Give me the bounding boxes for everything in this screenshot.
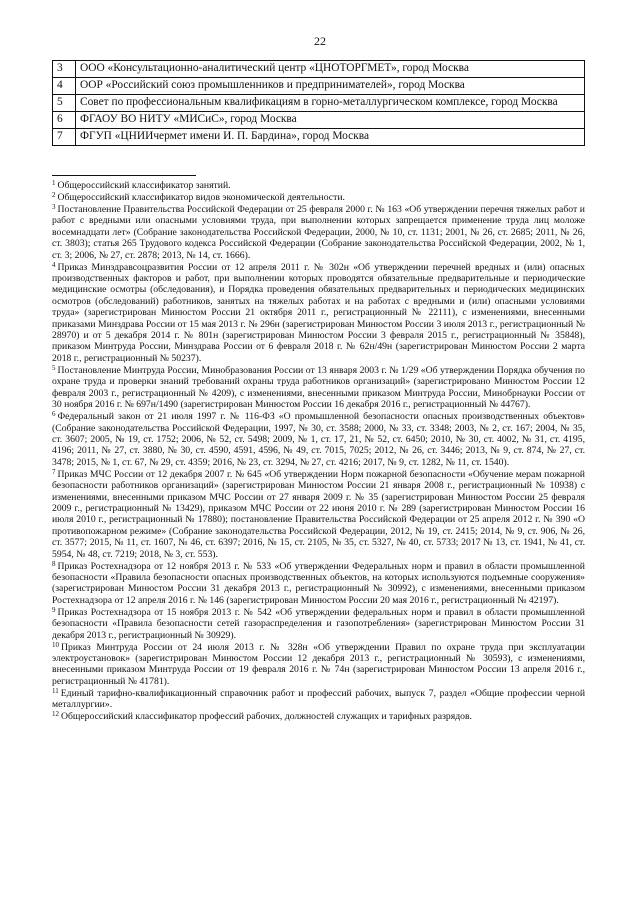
footnotes — [52, 180, 585, 723]
footnote-text: Общероссийский классификатор занятий. — [57, 180, 231, 191]
footnote — [52, 607, 585, 641]
footnote-mark: 1 — [52, 179, 56, 187]
row-number: 5 — [53, 95, 76, 112]
footnote-text: Единый тарифно-квалификационный справочник работ и профессий рабочих, выпуск 7, раздел «Общие профессии черной металлургии». — [52, 687, 585, 711]
footnote-text: Приказ Ростехнадзора от 12 ноября 2013 г. № 533 «Об утверждении Федеральных норм и правил в области промышленной безопасности «Правила безопасности опасных производственных объектов, на которых используются подъемные сооружения» (зарегистрирован Минюстом России 31 декабря 2013 г., регистрационный № 30992), с изменениями, внесенными приказом Ростехнадзора от 12 апреля 2016 г. № 146 (зарегистрирован Минюстом России 20 мая 2016 г., регистрационный № 42197). — [52, 560, 585, 606]
footnote — [52, 365, 585, 411]
table-row — [53, 129, 585, 146]
organization-name: Совет по профессиональным квалификациям в горно-металлургическом комплексе, город Москва — [76, 95, 585, 112]
footnote — [52, 204, 585, 261]
footnote-text: Приказ Минтруда России от 24 июля 2013 г. № 328н «Об утверждении Правил по охране труда при эксплуатации электроустановок» (зарегистрирован Минюстом России 12 декабря 2013 г., регистрационный № 30593), с изменениями, внесенными приказом Минтруда России от 19 февраля 2016 г. № 74н (зарегистрирован Минюстом России 13 апреля 2016 г., регистрационный № 41781). — [52, 641, 585, 687]
footnote — [52, 711, 585, 722]
footnote-text: Общероссийский классификатор профессий рабочих, должностей служащих и тарифных разрядов. — [61, 711, 472, 723]
footnote-text: Приказ МЧС России от 12 декабря 2007 г. № 645 «Об утверждении Норм пожарной безопасности «Обучение мерам пожарной безопасности работников организаций» (зарегистрирован Минюстом России 21 января 2008 г., регистрационный № 10938) с изменениями, внесенными приказом МЧС России от 27 января 2009 г. № 35 (зарегистрирован Минюстом России 25 февраля 2009 г., регистрационный № 13429), приказом МЧС России от 22 июня 2010 г. № 289 (зарегистрирован Минюстом России 16 июля 2010 г., регистрационный № 17880); постановление Правительства Российской Федерации от 25 апреля 2012 г. № 390 «О противопожарном режиме» (Собрание законодательства Российской Федерации, 2012, № 19, ст. 2415; 2014, № 9, ст. 906, № 26, ст. 3577; 2015, № 11, ст. 1607, № 46, ст. 6397; 2016, № 15, ст. 2105, № 35, ст. 5327, № 40, ст. 5733; 2017 № 13, ст. 1941, № 41, ст. 5954, № 48, ст. 7219; 2018, № 3, ст. 553). — [52, 468, 585, 560]
table-row — [53, 95, 585, 112]
footnote-mark: 10 — [52, 640, 59, 649]
footnote — [52, 180, 585, 191]
footnote-mark: 4 — [52, 260, 56, 269]
organization-name: ООО «Консультационно-аналитический центр «ЦНОТОРГМЕТ», город Москва — [76, 61, 585, 78]
table-row — [53, 78, 585, 95]
footnote — [52, 411, 585, 468]
footnote-text: Приказ Минздравсоцразвития России от 12 апреля 2011 г. № 302н «Об утверждении перечней вредных и (или) опасных производственных факторов и работ, при выполнении которых проводятся обязательные предварительные и периодические медицинские осмотры (обследования), и Порядка проведения обязательных предварительных и периодических медицинских осмотров (обследований) работников, занятых на тяжелых работах и на работах с вредными и (или) опасными условиями труда» (зарегистрирован Минюстом России 21 октября 2011 г., регистрационный № 22111), с изменениями, внесенными приказами Минздрава России от 15 мая 2013 г. № 296н (зарегистрирован Минюстом России 3 июля 2013 г., регистрационный № 28970) и от 5 декабря 2014 г. № 801н (зарегистрирован Минюстом России 3 февраля 2015 г., регистрационный № 35848), приказом Минтруда России, Минздрава России от 6 февраля 2018 г. № 62н/49н (зарегистрирован Минюстом России 2 марта 2018 г., регистрационный № 50237). — [52, 261, 585, 364]
organization-name: ФГАОУ ВО НИТУ «МИСиС», город Москва — [76, 112, 585, 129]
footnote-mark: 3 — [52, 203, 56, 211]
footnote-text: Постановление Правительства Российской Федерации от 25 февраля 2000 г. № 163 «Об утверждении перечня тяжелых работ и работ с вредными или опасными условиями труда, при выполнении которых запрещается применение труда лиц моложе восемнадцати лет» (Собрание законодательства Российской Федерации, 2000, № 10, ст. 1131; 2001, № 26, ст. 2685; 2011, № 26, ст. 3803); статья 265 Трудового кодекса Российской Федерации (Собрание законодательства Российской Федерации, 2002, № 1, ст. 3; 2006, № 27, ст. 2878; 2013, № 14, ст. 1666). — [52, 204, 585, 261]
row-number: 3 — [53, 61, 76, 78]
footnote-mark: 11 — [52, 686, 59, 695]
organizations-table — [52, 60, 585, 146]
footnote-mark: 2 — [52, 191, 56, 199]
footnote-text: Приказ Ростехнадзора от 15 ноября 2013 г. № 542 «Об утверждении федеральных норм и правил в области промышленной безопасности «Правила безопасности сетей газораспределения и газопотребления» (зарегистрирован Минюстом России 31 декабря 2013 г., регистрационный № 30929). — [52, 606, 585, 641]
footnote-separator — [52, 175, 196, 176]
footnote-text: Федеральный закон от 21 июля 1997 г. № 116-ФЗ «О промышленной безопасности опасных производственных объектов» (Собрание законодательства Российской Федерации, 1997, № 30, ст. 3588; 2000, № 33, ст. 3348; 2003, № 2, ст. 167; 2004, № 35, ст. 3607; 2005, № 19, ст. 1752; 2006, № 52, ст. 5498; 2009, № 1, ст. 17, 21, № 52, ст. 6450; 2010, № 30, ст. 4002, № 31, ст. 4195, 4196; 2011, № 27, ст. 3880, № 30, ст. 4590, 4591, 4596, № 49, ст. 7015, 7025; 2012, № 26, ст. 3446; 2013, № 9, ст. 874, № 27, ст. 3478; 2015, № 1, ст. 67, № 29, ст. 4359; 2016, № 23, ст. 3294, № 27, ст. 4216; 2017, № 9, ст. 1282, № 11, ст. 1540). — [52, 411, 585, 468]
footnote-mark: 7 — [52, 467, 56, 476]
footnote-mark: 8 — [52, 559, 56, 568]
organization-name: ООР «Российский союз промышленников и предпринимателей», город Москва — [76, 78, 585, 95]
table-row — [53, 61, 585, 78]
table-row — [53, 112, 585, 129]
footnote-mark: 6 — [52, 410, 56, 419]
footnote — [52, 262, 585, 365]
row-number: 4 — [53, 78, 76, 95]
footnote — [52, 469, 585, 560]
row-number: 7 — [53, 129, 76, 146]
footnote — [52, 642, 585, 688]
organization-name: ФГУП «ЦНИИчермет имени И. П. Бардина», город Москва — [76, 129, 585, 146]
footnote-text: Общероссийский классификатор видов экономической деятельности. — [57, 192, 345, 203]
footnote-mark: 5 — [52, 363, 56, 372]
footnote — [52, 688, 585, 711]
footnote-mark: 12 — [52, 710, 59, 719]
footnote — [52, 561, 585, 607]
page-number: 22 — [314, 34, 326, 48]
footnote-mark: 9 — [52, 605, 56, 614]
row-number: 6 — [53, 112, 76, 129]
footnote — [52, 192, 585, 203]
footnote-text: Постановление Минтруда России, Минобразования России от 13 января 2003 г. № 1/29 «Об утверждении Порядка обучения по охране труда и проверки знаний требований охраны труда работников организаций» (зарегистрировано Минюстом России 12 февраля 2003 г., регистрационный № 4209), с изменениями, внесенными приказом Минтруда России, Минобрнауки России от 30 ноября 2016 г. № 697н/1490 (зарегистрирован Минюстом России 16 декабря 2016 г., регистрационный № 44767). — [52, 364, 585, 411]
